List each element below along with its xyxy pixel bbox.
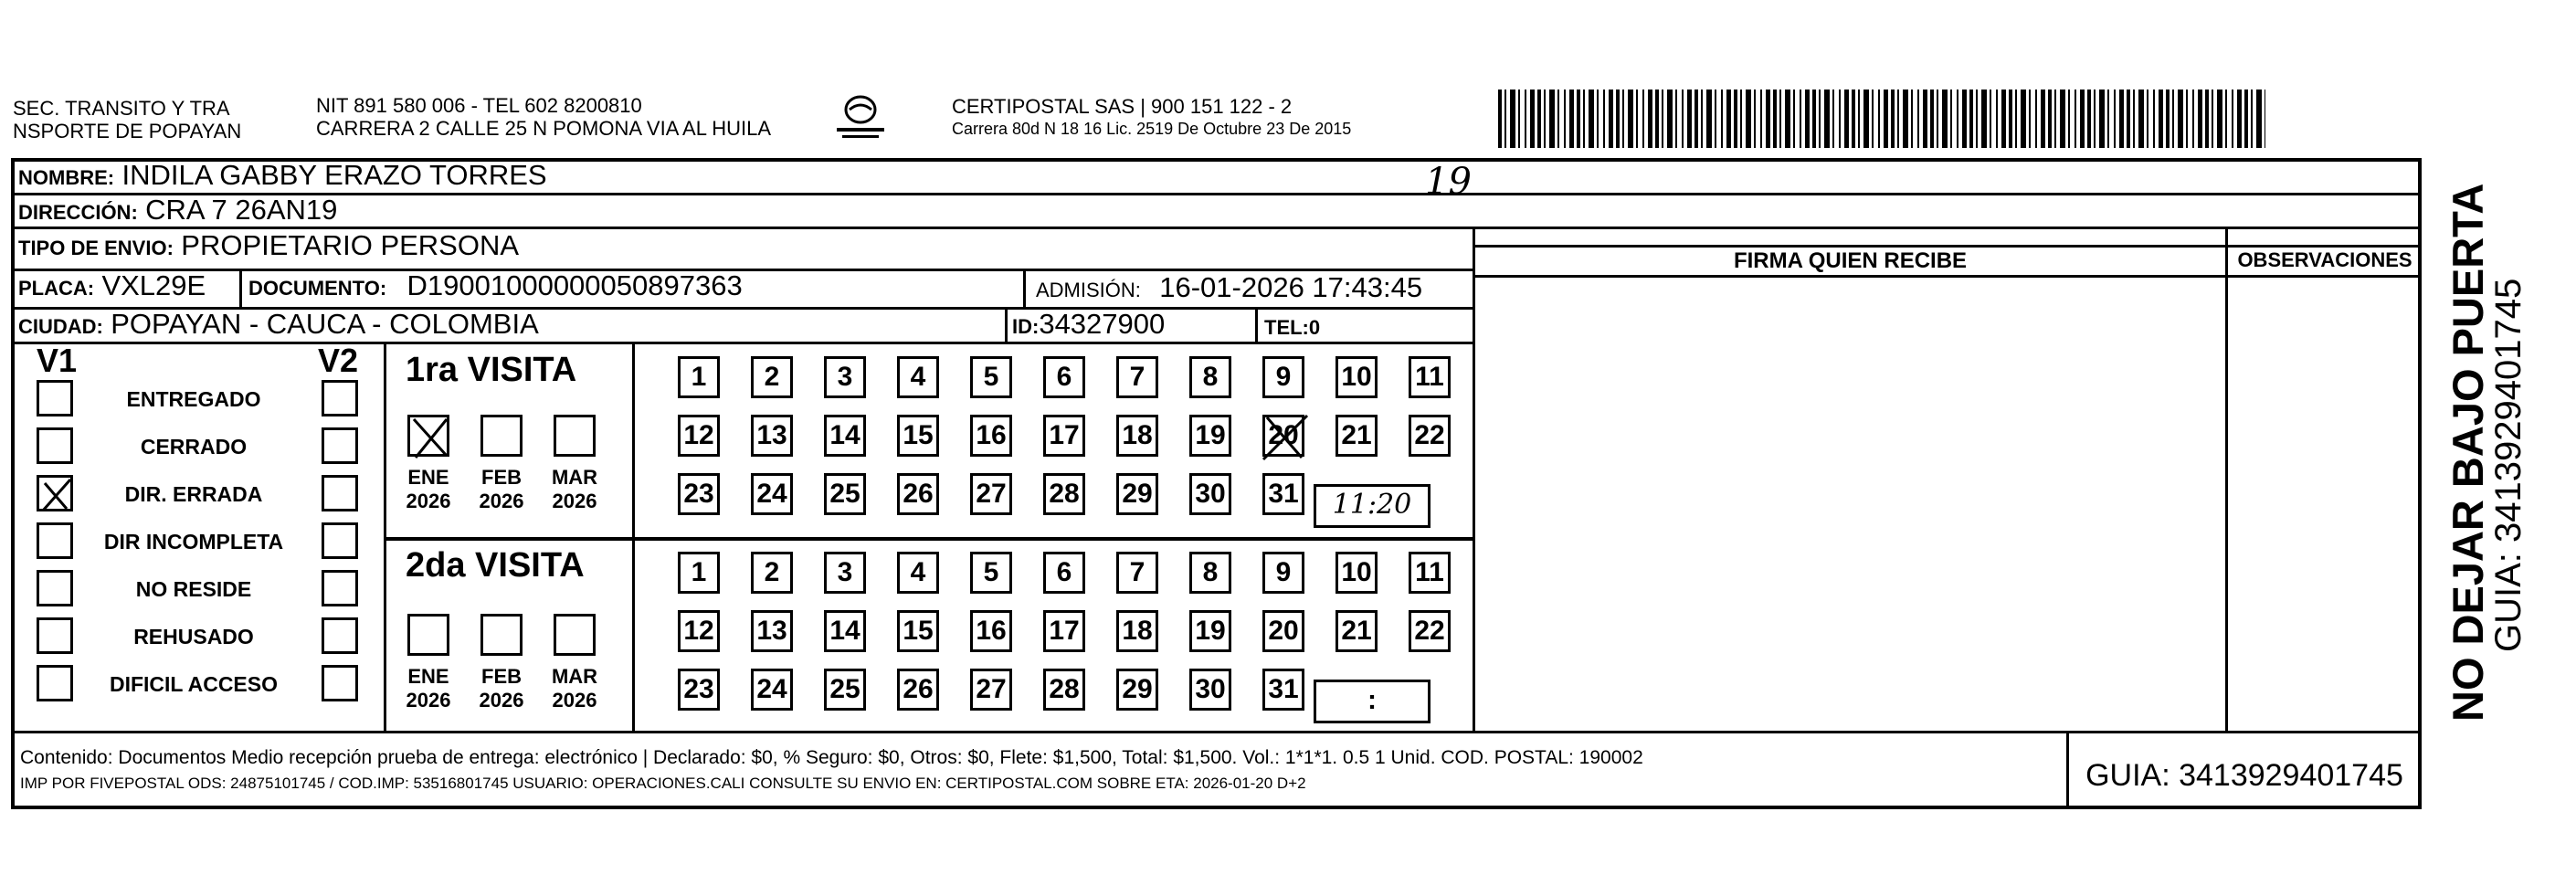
- direccion-label: DIRECCIÓN:: [18, 201, 138, 224]
- v2-header: V2: [318, 342, 359, 379]
- status-label-dificil-acceso: DIFICIL ACCESO: [109, 672, 278, 696]
- visit1-day-26[interactable]: 26: [897, 473, 939, 515]
- visit2-month-label-ene: ENE: [407, 665, 449, 688]
- visit1-title: 1ra VISITA: [406, 351, 577, 389]
- visit1-day-16[interactable]: 16: [970, 415, 1012, 457]
- agency-name: [13, 97, 241, 142]
- visit1-day-28[interactable]: 28: [1043, 473, 1085, 515]
- visit1-month-box-mar[interactable]: [554, 415, 596, 457]
- visit1-year-label-ene: 2026: [406, 490, 451, 512]
- visit1-day-6[interactable]: 6: [1043, 356, 1085, 398]
- visit2-day-6[interactable]: 6: [1043, 552, 1085, 594]
- nombre-field: [18, 160, 547, 194]
- ciudad-field: [18, 309, 539, 343]
- visit1-day-13[interactable]: 13: [751, 415, 793, 457]
- visit2-day-14[interactable]: 14: [824, 610, 866, 652]
- status-label-dir-errada: DIR. ERRADA: [124, 482, 263, 506]
- visit2-year-label-feb: 2026: [479, 689, 524, 712]
- placa-label: PLACA:: [18, 277, 95, 300]
- visit1-day-12[interactable]: 12: [678, 415, 720, 457]
- nombre-label: NOMBRE:: [18, 166, 115, 189]
- visit1-day-3[interactable]: 3: [824, 356, 866, 398]
- visit1-day-14[interactable]: 14: [824, 415, 866, 457]
- v1-checkbox-no-reside[interactable]: [37, 570, 73, 606]
- visit1-day-11[interactable]: 11: [1409, 356, 1451, 398]
- visit1-day-mark-icon: [1260, 412, 1311, 463]
- tel-label: TEL:: [1264, 316, 1309, 339]
- nombre-value: INDILA GABBY ERAZO TORRES: [121, 159, 547, 191]
- barcode: [1498, 90, 2265, 148]
- visit1-month-label-mar: MAR: [551, 466, 598, 489]
- visit2-day-31[interactable]: 31: [1262, 669, 1304, 711]
- visit2-day-8[interactable]: 8: [1189, 552, 1231, 594]
- visit1-day-5[interactable]: 5: [970, 356, 1012, 398]
- footer-print-info: IMP POR FIVEPOSTAL ODS: 24875101745 / COD.IMP: 53516801745 USUARIO: OPERACIONES.CALI CONSULTE SU ENVIO EN: CERTIPOSTAL.COM SOBRE ETA: 2026-01-20 D+2: [20, 775, 1306, 792]
- v1-checkbox-rehusado[interactable]: [37, 617, 73, 654]
- row-divider: [1473, 245, 2422, 248]
- tel-field: [1264, 311, 1320, 343]
- company-line-2: Carrera 80d N 18 16 Lic. 2519 De Octubre 23 De 2015: [952, 120, 1352, 138]
- visit2-month-box-ene[interactable]: [407, 614, 449, 656]
- visit-divider: [384, 537, 1473, 541]
- visit2-day-2[interactable]: 2: [751, 552, 793, 594]
- documento-label: DOCUMENTO:: [248, 277, 387, 300]
- nit-line-2: CARRERA 2 CALLE 25 N POMONA VIA AL HUILA: [316, 117, 772, 140]
- cell-divider: [1023, 269, 1026, 307]
- visit2-day-23[interactable]: 23: [678, 669, 720, 711]
- visit2-day-11[interactable]: 11: [1409, 552, 1451, 594]
- visit1-day-10[interactable]: 10: [1336, 356, 1378, 398]
- visit1-day-17[interactable]: 17: [1043, 415, 1085, 457]
- id-field: [1012, 309, 1165, 343]
- visit1-day-25[interactable]: 25: [824, 473, 866, 515]
- v1-checkbox-dir-errada[interactable]: [37, 475, 73, 511]
- visit1-month-box-feb[interactable]: [480, 415, 523, 457]
- visit1-day-2[interactable]: 2: [751, 356, 793, 398]
- visit1-day-18[interactable]: 18: [1116, 415, 1158, 457]
- observaciones-header: OBSERVACIONES: [2237, 248, 2412, 271]
- visit1-day-15[interactable]: 15: [897, 415, 939, 457]
- cell-divider: [239, 269, 242, 307]
- agency-line-2: NSPORTE DE POPAYAN: [13, 120, 242, 142]
- visit2-day-18[interactable]: 18: [1116, 610, 1158, 652]
- documento-value: D19001000000050897363: [406, 269, 743, 301]
- id-value: 34327900: [1039, 308, 1166, 340]
- visit2-month-box-feb[interactable]: [480, 614, 523, 656]
- status-label-cerrado: CERRADO: [140, 435, 248, 459]
- v1-checkbox-cerrado[interactable]: [37, 427, 73, 464]
- col-divider: [1473, 227, 1475, 731]
- visit1-year-label-feb: 2026: [479, 490, 524, 512]
- visit2-day-1[interactable]: 1: [678, 552, 720, 594]
- visit2-day-20[interactable]: 20: [1262, 610, 1304, 652]
- v2-checkbox-dir-errada[interactable]: [322, 475, 358, 511]
- visit2-day-27[interactable]: 27: [970, 669, 1012, 711]
- footer-divider: [11, 731, 2422, 733]
- visit1-day-29[interactable]: 29: [1116, 473, 1158, 515]
- nit-block: [316, 94, 771, 140]
- visit1-day-27[interactable]: 27: [970, 473, 1012, 515]
- company-block: [952, 95, 1351, 140]
- status-label-dir-incompleta: DIR INCOMPLETA: [103, 530, 284, 553]
- tipo-envio-label: TIPO DE ENVIO:: [18, 237, 174, 259]
- nit-line-1: NIT 891 580 006 - TEL 602 8200810: [316, 94, 642, 117]
- status-label-no-reside: NO RESIDE: [135, 577, 252, 601]
- visit2-month-label-mar: MAR: [551, 665, 598, 688]
- visit2-day-3[interactable]: 3: [824, 552, 866, 594]
- visit2-day-5[interactable]: 5: [970, 552, 1012, 594]
- visit2-day-29[interactable]: 29: [1116, 669, 1158, 711]
- status-label-entregado: ENTREGADO: [126, 387, 261, 411]
- visit1-day-23[interactable]: 23: [678, 473, 720, 515]
- direccion-field: [18, 195, 337, 228]
- admision-field: [1036, 272, 1422, 306]
- visit1-month-label-feb: FEB: [481, 466, 522, 489]
- firma-header: FIRMA QUIEN RECIBE: [1733, 248, 1968, 273]
- visit1-month-box-ene[interactable]: [407, 415, 449, 457]
- visit2-year-label-mar: 2026: [552, 689, 597, 712]
- visit1-day-4[interactable]: 4: [897, 356, 939, 398]
- visit2-day-12[interactable]: 12: [678, 610, 720, 652]
- v1-header: V1: [37, 342, 78, 379]
- visit1-month-label-ene: ENE: [407, 466, 449, 489]
- ciudad-value: POPAYAN - CAUCA - COLOMBIA: [111, 308, 539, 340]
- visit2-day-25[interactable]: 25: [824, 669, 866, 711]
- visit2-day-10[interactable]: 10: [1336, 552, 1378, 594]
- visit2-day-9[interactable]: 9: [1262, 552, 1304, 594]
- visit2-day-4[interactable]: 4: [897, 552, 939, 594]
- visit1-day-19[interactable]: 19: [1189, 415, 1231, 457]
- company-line-1: CERTIPOSTAL SAS | 900 151 122 - 2: [952, 95, 1293, 118]
- row-divider: [1473, 275, 2422, 278]
- visit2-day-26[interactable]: 26: [897, 669, 939, 711]
- v2-checkbox-dir-incompleta[interactable]: [322, 522, 358, 559]
- cell-divider: [1255, 307, 1258, 342]
- visit2-day-30[interactable]: 30: [1189, 669, 1231, 711]
- visit1-day-20[interactable]: 20: [1262, 415, 1304, 457]
- cell-divider: [1005, 307, 1008, 342]
- tipo-envio-field: [18, 230, 519, 264]
- certipostal-logo: [829, 91, 892, 144]
- visit1-day-22[interactable]: 22: [1409, 415, 1451, 457]
- cell-divider: [632, 342, 635, 731]
- visit2-title: 2da VISITA: [406, 546, 585, 585]
- visit2-time-field[interactable]: :: [1314, 680, 1431, 723]
- v2-checkbox-no-reside[interactable]: [322, 570, 358, 606]
- tipo-envio-value: PROPIETARIO PERSONA: [181, 229, 520, 261]
- visit1-day-30[interactable]: 30: [1189, 473, 1231, 515]
- visit1-day-21[interactable]: 21: [1336, 415, 1378, 457]
- side-warning: NO DEJAR BAJO PUERTA: [2444, 183, 2492, 722]
- visit2-day-7[interactable]: 7: [1116, 552, 1158, 594]
- placa-field: [18, 270, 206, 304]
- direccion-value: CRA 7 26AN19: [145, 194, 338, 226]
- visit1-day-24[interactable]: 24: [751, 473, 793, 515]
- visit2-month-label-feb: FEB: [481, 665, 522, 688]
- v1-checkbox-dificil-acceso[interactable]: [37, 665, 73, 701]
- visit1-day-1[interactable]: 1: [678, 356, 720, 398]
- v1-checkbox-dir-incompleta[interactable]: [37, 522, 73, 559]
- cell-divider: [384, 342, 386, 731]
- admision-label: ADMISIÓN:: [1036, 279, 1141, 301]
- visit2-day-21[interactable]: 21: [1336, 610, 1378, 652]
- v2-checkbox-entregado[interactable]: [322, 380, 358, 416]
- v2-checkbox-rehusado[interactable]: [322, 617, 358, 654]
- v2-checkbox-cerrado[interactable]: [322, 427, 358, 464]
- visit1-day-9[interactable]: 9: [1262, 356, 1304, 398]
- footer-guia: GUIA: 3413929401745: [2085, 758, 2403, 793]
- placa-value: VXL29E: [101, 269, 206, 301]
- visit2-year-label-ene: 2026: [406, 689, 451, 712]
- admision-value: 16-01-2026 17:43:45: [1159, 271, 1423, 303]
- footer-content: Contenido: Documentos Medio recepción prueba de entrega: electrónico | Declarado: $0, % Seguro: $0, Otros: $0, Flete: $1,500, Total: $1,500. Vol.: 1*1*1. 0.5 1 Unid. COD. POSTAL: 190002: [20, 747, 1643, 768]
- documento-field: [248, 270, 743, 304]
- side-guia: GUIA: 3413929401745: [2488, 278, 2528, 652]
- id-label: ID:: [1012, 315, 1040, 338]
- visit2-day-28[interactable]: 28: [1043, 669, 1085, 711]
- visit1-day-7[interactable]: 7: [1116, 356, 1158, 398]
- visit2-day-17[interactable]: 17: [1043, 610, 1085, 652]
- v2-checkbox-dificil-acceso[interactable]: [322, 665, 358, 701]
- visit1-year-label-mar: 2026: [552, 490, 597, 512]
- col-divider: [2225, 227, 2228, 731]
- visit2-day-16[interactable]: 16: [970, 610, 1012, 652]
- visit1-time-field[interactable]: 11:20: [1314, 484, 1431, 528]
- agency-line-1: SEC. TRANSITO Y TRA: [13, 97, 230, 120]
- visit2-day-15[interactable]: 15: [897, 610, 939, 652]
- v1-checkbox-entregado[interactable]: [37, 380, 73, 416]
- visit2-day-24[interactable]: 24: [751, 669, 793, 711]
- status-label-rehusado: REHUSADO: [133, 625, 254, 648]
- visit2-day-19[interactable]: 19: [1189, 610, 1231, 652]
- visit2-day-22[interactable]: 22: [1409, 610, 1451, 652]
- tel-value: 0: [1308, 316, 1321, 339]
- visit2-month-box-mar[interactable]: [554, 614, 596, 656]
- handwritten-number: 19: [1425, 161, 1472, 203]
- ciudad-label: CIUDAD:: [18, 315, 103, 338]
- visit1-day-8[interactable]: 8: [1189, 356, 1231, 398]
- visit1-day-31[interactable]: 31: [1262, 473, 1304, 515]
- visit2-day-13[interactable]: 13: [751, 610, 793, 652]
